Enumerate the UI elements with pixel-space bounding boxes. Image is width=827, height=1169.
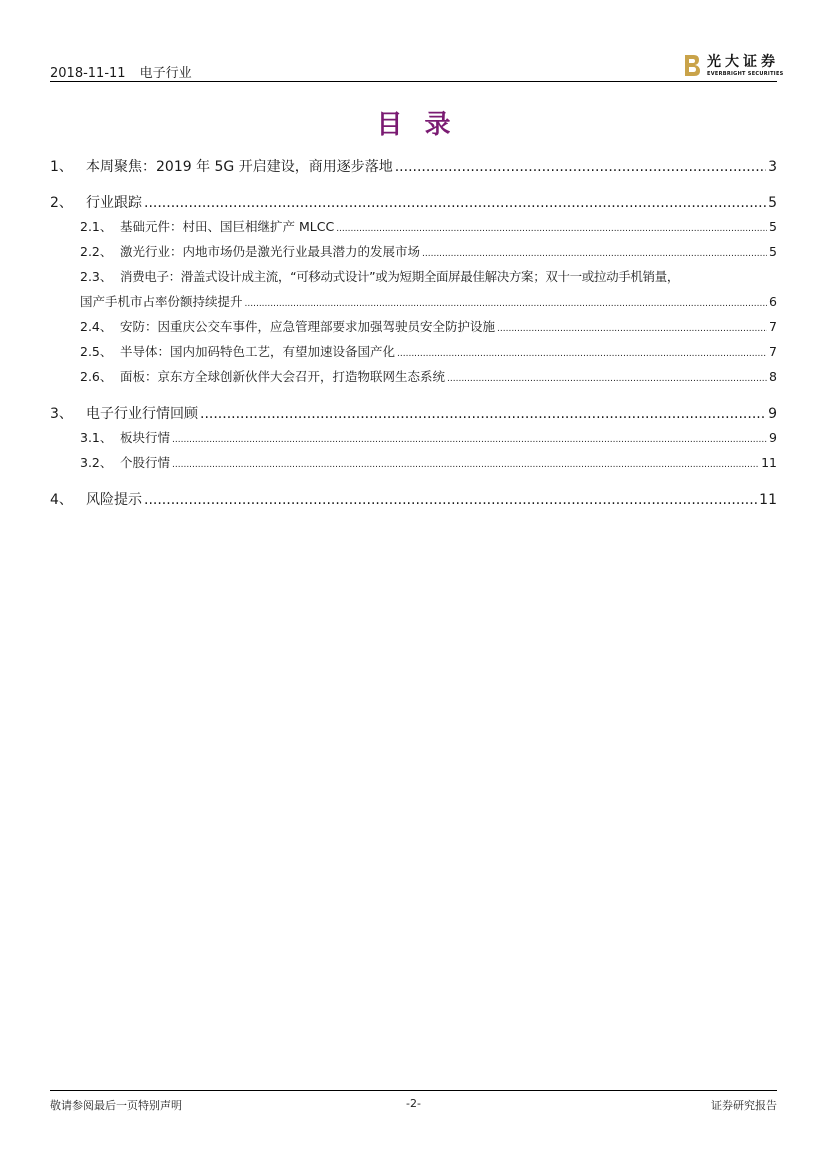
toc-number: 2、	[50, 195, 73, 211]
logo-chinese-name: 光大证券	[707, 54, 779, 70]
toc-page: 11	[761, 455, 777, 470]
toc-entry-2-4[interactable]	[50, 317, 777, 342]
toc-page: 8	[769, 369, 777, 384]
toc-leader	[200, 406, 766, 422]
toc-page: 3	[768, 159, 777, 175]
page-title: 目录	[376, 110, 473, 140]
table-of-contents	[50, 156, 777, 514]
toc-entry-4[interactable]	[50, 489, 777, 514]
toc-page: 5	[769, 244, 777, 259]
toc-title-continued: 国产手机市占率份额持续提升	[80, 294, 243, 309]
industry-label: 电子行业	[139, 66, 192, 81]
footer-divider	[50, 1090, 777, 1091]
toc-title: 板块行情	[120, 430, 171, 445]
toc-leader	[172, 435, 767, 445]
toc-page: 9	[769, 430, 777, 445]
toc-leader	[447, 374, 767, 384]
toc-entry-2[interactable]	[50, 192, 777, 217]
toc-number: 4、	[50, 492, 73, 508]
toc-number: 3.1、	[80, 430, 113, 445]
toc-leader	[497, 324, 767, 334]
toc-entry-1[interactable]	[50, 156, 777, 181]
toc-page: 7	[769, 344, 777, 359]
toc-leader	[245, 299, 768, 309]
toc-page: 11	[759, 492, 777, 508]
toc-page: 6	[769, 294, 777, 309]
toc-title: 激光行业：内地市场仍是激光行业最具潜力的发展市场	[120, 244, 421, 259]
toc-entry-3-1[interactable]	[50, 428, 777, 453]
toc-title: 消费电子：滑盖式设计成主流，“可移动式设计”或为短期全面屏最佳解决方案；双十一或拉动手机销量，	[120, 269, 680, 284]
logo-english-name: EVERBRIGHT SECURITIES	[707, 71, 784, 77]
toc-entry-2-1[interactable]	[50, 217, 777, 242]
toc-number: 3.2、	[80, 455, 113, 470]
toc-number: 2.3、	[80, 269, 113, 284]
toc-entry-2-3-continued[interactable]	[50, 292, 777, 317]
toc-number: 2.1、	[80, 219, 113, 234]
toc-page: 7	[769, 319, 777, 334]
toc-entry-2-5[interactable]	[50, 342, 777, 367]
toc-leader	[144, 195, 766, 211]
toc-number: 2.6、	[80, 369, 113, 384]
toc-page: 9	[768, 406, 777, 422]
header-divider	[50, 81, 777, 82]
toc-number: 2.2、	[80, 244, 113, 259]
toc-leader	[144, 492, 757, 508]
toc-title: 行业跟踪	[86, 195, 142, 211]
toc-number: 2.5、	[80, 344, 113, 359]
toc-title: 面板：京东方全球创新伙伴大会召开，打造物联网生态系统	[120, 369, 446, 384]
header-info	[50, 62, 192, 81]
report-type: 证券研究报告	[711, 1099, 777, 1112]
toc-number: 2.4、	[80, 319, 113, 334]
toc-title: 个股行情	[120, 455, 171, 470]
company-logo	[683, 52, 784, 80]
page-number: -2-	[406, 1097, 421, 1110]
disclaimer-note: 敬请参阅最后一页特别声明	[50, 1099, 182, 1112]
toc-title: 电子行业行情回顾	[86, 406, 198, 422]
toc-leader	[422, 249, 767, 259]
toc-entry-2-2[interactable]	[50, 242, 777, 267]
toc-leader	[336, 224, 767, 234]
toc-entry-3-2[interactable]	[50, 453, 777, 478]
report-date: 2018-11-11	[50, 66, 126, 81]
toc-entry-2-3[interactable]	[50, 267, 777, 292]
toc-leader	[172, 460, 759, 470]
toc-title: 基础元件：村田、国巨相继扩产 MLCC	[120, 219, 335, 234]
toc-number: 3、	[50, 406, 73, 422]
toc-page: 5	[768, 195, 777, 211]
toc-leader	[395, 159, 766, 175]
toc-number: 1、	[50, 159, 73, 175]
toc-page: 5	[769, 219, 777, 234]
toc-leader	[397, 349, 767, 359]
toc-title: 风险提示	[86, 492, 142, 508]
toc-title: 本周聚焦：2019 年 5G 开启建设，商用逐步落地	[86, 159, 393, 175]
toc-title: 半导体：国内加码特色工艺，有望加速设备国产化	[120, 344, 396, 359]
toc-entry-2-6[interactable]	[50, 367, 777, 392]
everbright-logo-icon	[683, 53, 701, 77]
toc-title: 安防：因重庆公交车事件，应急管理部要求加强驾驶员安全防护设施	[120, 319, 496, 334]
page-header	[50, 52, 784, 81]
toc-entry-3[interactable]	[50, 403, 777, 428]
